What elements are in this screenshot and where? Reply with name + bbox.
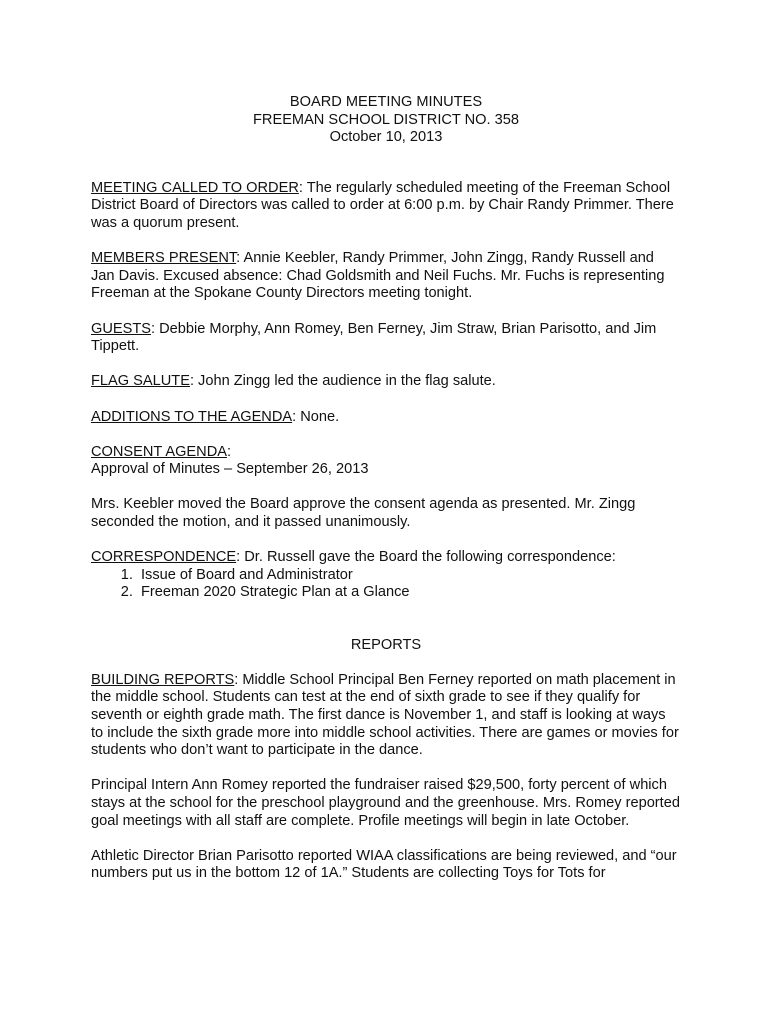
section-text: : Annie Keebler, Randy Primmer, John Zingg, Randy Russell and Jan Davis. Excused absence: Chad Goldsmith and Neil Fuchs. Mr. Fuchs is representing Freeman at the Spokane County Directors meeting tonight.	[91, 250, 665, 302]
section-heading: MEETING CALLED TO ORDER	[91, 179, 299, 196]
section-text: : Debbie Morphy, Ann Romey, Ben Ferney, Jim Straw, Brian Parisotto, and Jim Tippett.	[91, 320, 657, 355]
intern-report: Principal Intern Ann Romey reported the fundraiser raised $29,500, forty percent of which stays at the school for the preschool playground and the greenhouse. Mrs. Romey reported goal meetings with all staff are complete. Profile meetings will begin in late October.	[91, 777, 680, 829]
section-building-reports	[91, 672, 681, 760]
section-called-to-order	[91, 180, 681, 233]
meeting-date: October 10, 2013	[329, 129, 443, 146]
list-item: 2. Freeman 2020 Strategic Plan at a Glance	[137, 584, 681, 602]
document-header	[91, 94, 681, 147]
consent-item: Approval of Minutes – September 26, 2013	[91, 461, 369, 478]
section-guests	[91, 321, 681, 356]
list-item: 1. Issue of Board and Administrator	[137, 567, 681, 585]
section-additions	[91, 409, 681, 427]
section-flag-salute	[91, 373, 681, 391]
section-text: : Middle School Principal Ben Ferney reported on math placement in the middle school. Students can test at the end of sixth grade to see if they qualify for seventh or eighth grade math. The first dance is November 1, and staff is looking at ways to include the sixth grade more into middle school activities. There are games or movies for students who don’t want to participate in the dance.	[91, 671, 679, 759]
section-heading: CORRESPONDENCE	[91, 549, 237, 566]
district-name: FREEMAN SCHOOL DISTRICT NO. 358	[253, 111, 519, 128]
section-heading: GUESTS	[91, 320, 152, 337]
correspondence-list	[91, 567, 681, 602]
section-text: : Dr. Russell gave the Board the following correspondence:	[236, 549, 616, 566]
section-consent-agenda	[91, 444, 681, 479]
section-heading: FLAG SALUTE	[91, 373, 190, 390]
section-correspondence	[91, 549, 681, 602]
consent-motion: Mrs. Keebler moved the Board approve the consent agenda as presented. Mr. Zingg seconded the motion, and it passed unanimously.	[91, 496, 636, 531]
section-heading: ADDITIONS TO THE AGENDA	[91, 408, 293, 425]
minutes-body	[91, 94, 681, 901]
section-text: : None.	[292, 408, 340, 425]
section-members-present	[91, 250, 681, 303]
document-title: BOARD MEETING MINUTES	[289, 94, 483, 110]
section-heading: MEMBERS PRESENT	[91, 250, 237, 267]
section-text: : The regularly scheduled meeting of the Freeman School District Board of Directors was called to order at 6:00 p.m. by Chair Randy Primmer. There was a quorum present.	[91, 179, 674, 231]
reports-title: REPORTS	[350, 636, 422, 653]
section-colon: :	[226, 443, 232, 460]
section-heading: BUILDING REPORTS	[91, 671, 235, 688]
athletic-report: Athletic Director Brian Parisotto reported WIAA classifications are being reviewed, and “our numbers put us in the bottom 12 of 1A.” Students are collecting Toys for Tots for	[91, 847, 677, 882]
section-text: : John Zingg led the audience in the flag salute.	[189, 373, 496, 390]
section-heading: CONSENT AGENDA	[91, 443, 227, 460]
